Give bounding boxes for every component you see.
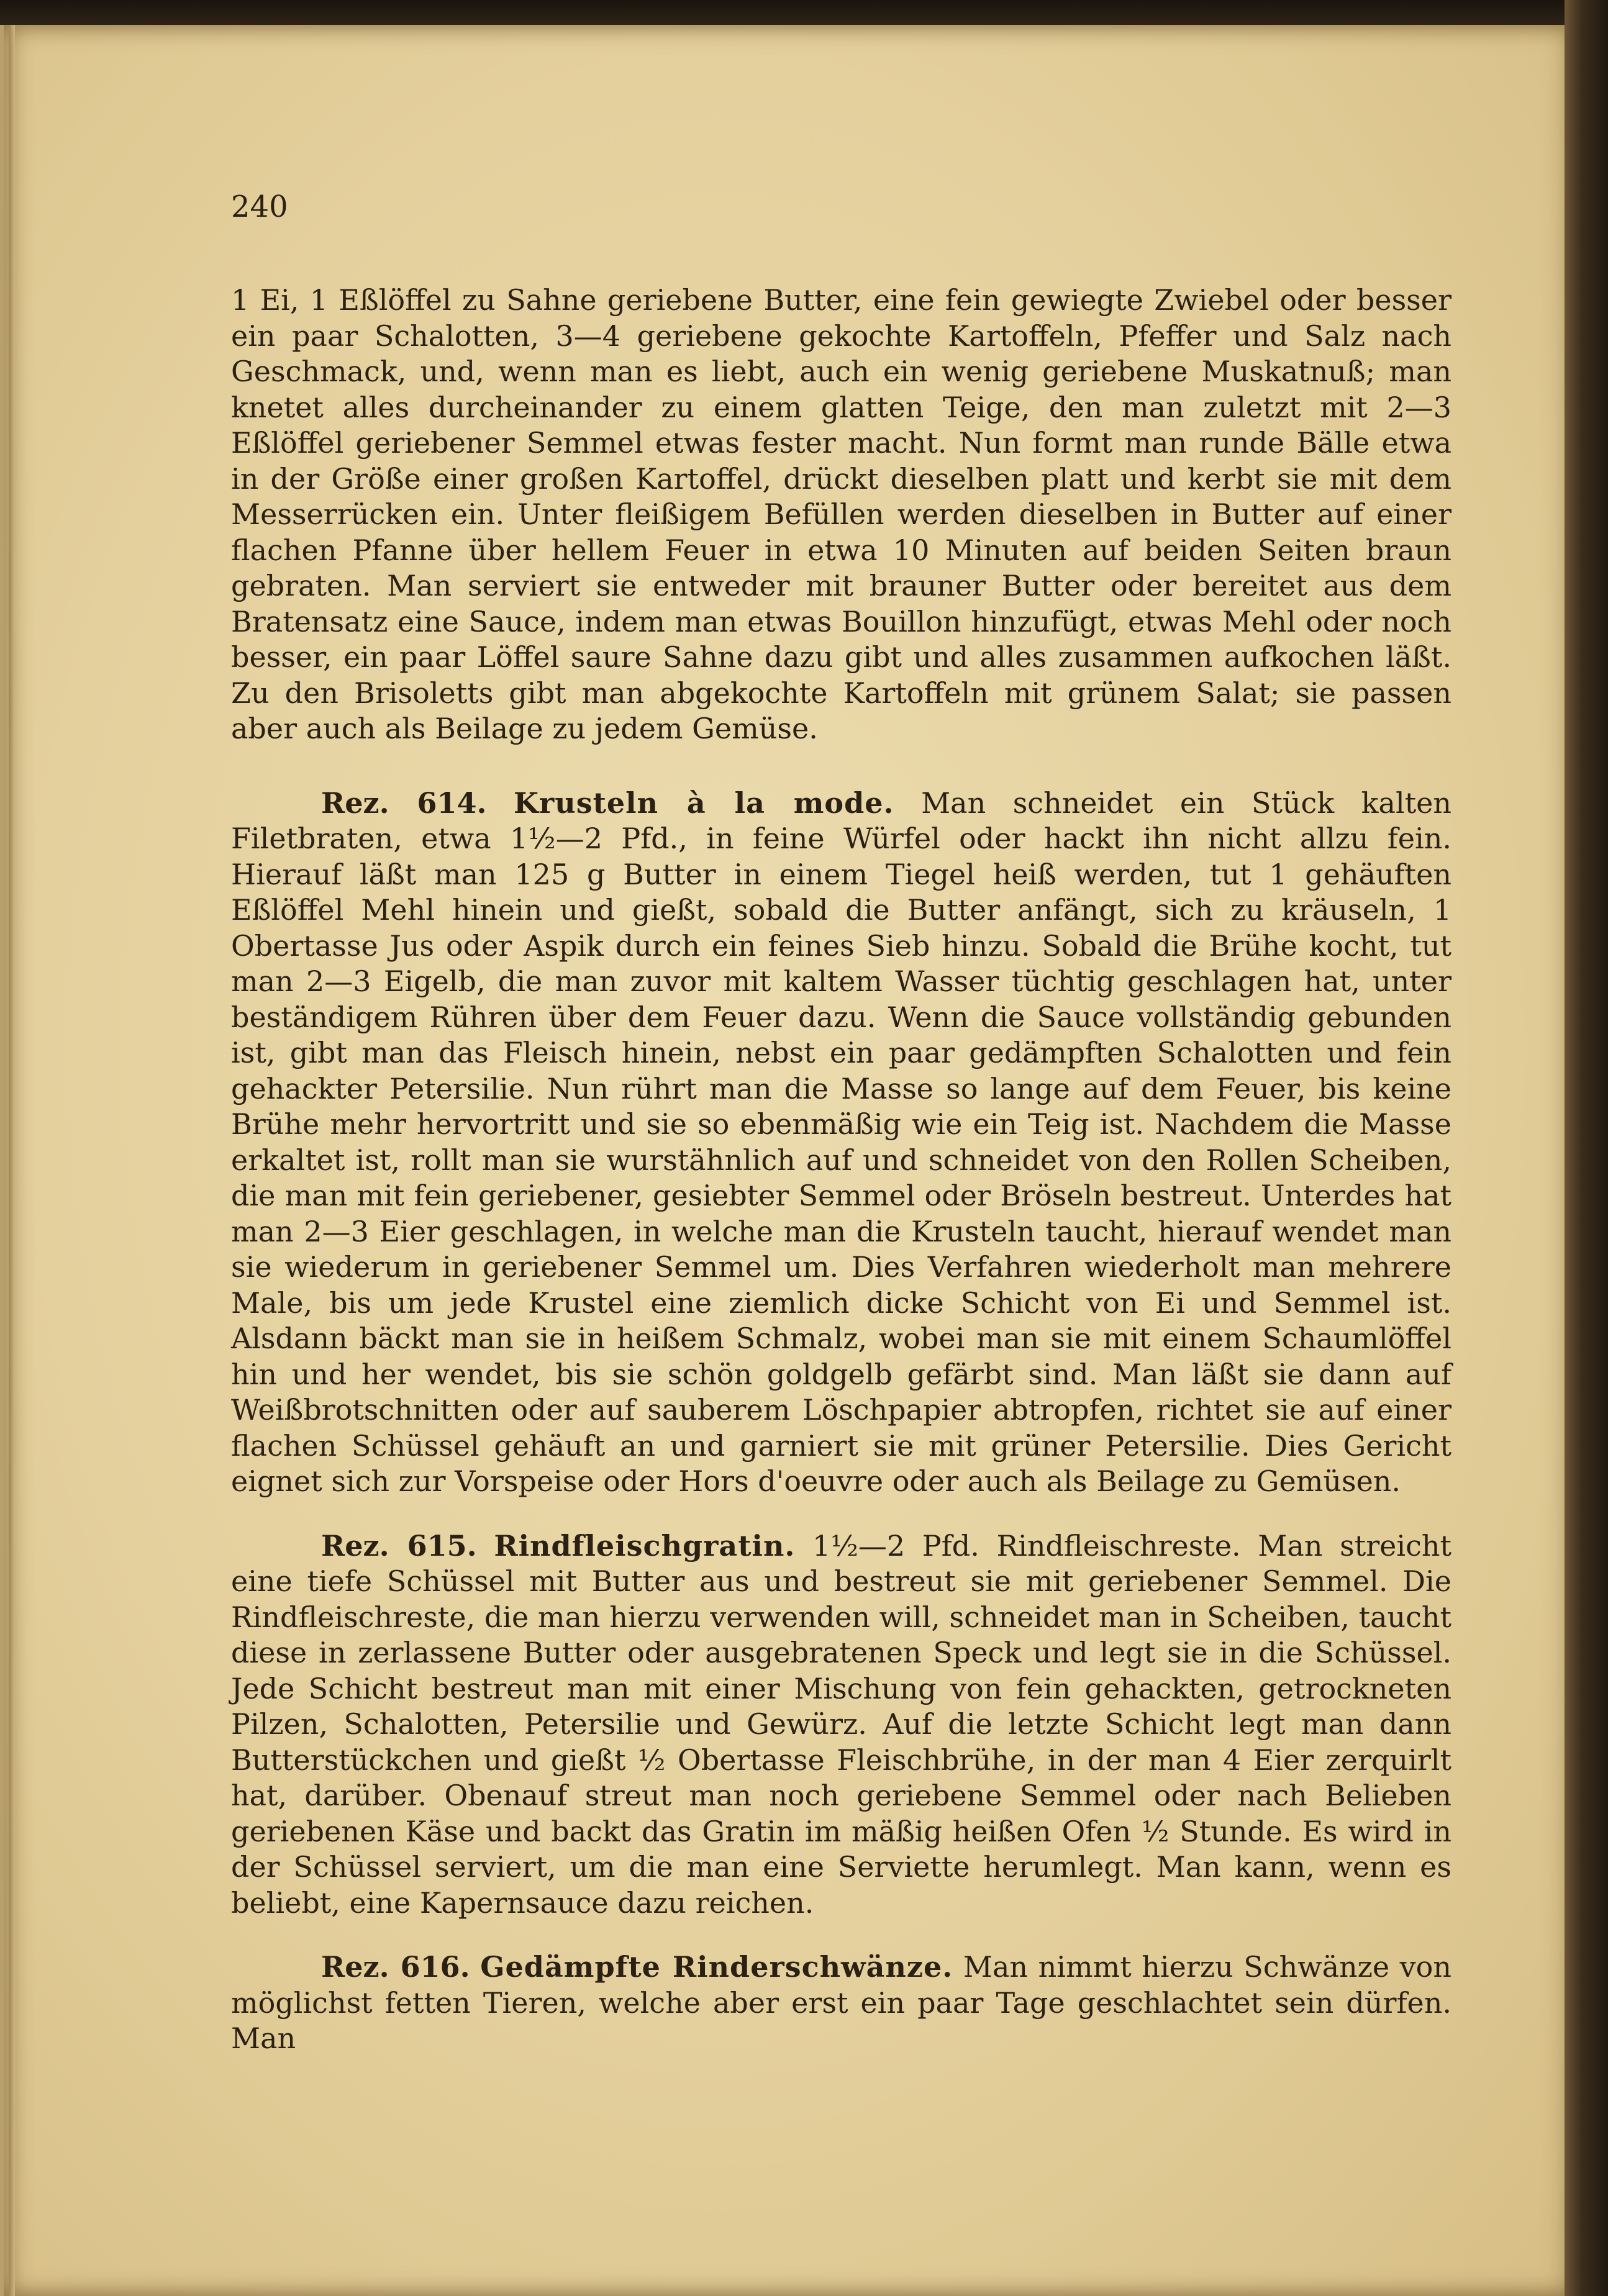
book-edge-right — [1565, 0, 1608, 2296]
recipe-number: Rez. 616. — [321, 1950, 470, 1984]
continued-paragraph — [231, 283, 1451, 747]
recipe-title: Gedämpfte Rinderschwänze. — [480, 1950, 953, 1984]
paragraph-text: 1 Ei, 1 Eßlöffel zu Sahne geriebene Butter, eine fein gewiegte Zwiebel oder besser ein paar Schalotten, 3—4 geriebene gekochte Kartoffeln, Pfeffer und Salz nach Geschmack, und, wenn man es liebt, auch ein wenig geriebene Muskatnuß; man knetet alles durcheinander zu einem glatten Teige, den man zuletzt mit 2—3 Eßlöffel geriebener Semmel etwas fester macht. Nun formt man runde Bälle etwa in der Größe einer großen Kartoffel, drückt dieselben platt und kerbt sie mit dem Messerrücken ein. Unter fleißigem Befüllen werden dieselben in Butter auf einer flachen Pfanne über hellem Feuer in etwa 10 Minuten auf beiden Seiten braun gebraten. Man serviert sie entweder mit brauner Butter oder bereitet aus dem Bratensatz eine Sauce, indem man etwas Bouillon hinzufügt, etwas Mehl oder noch besser, ein paar Löffel saure Sahne dazu gibt und alles zusammen aufkochen läßt. Zu den Brisoletts gibt man abgekochte Kartoffeln mit grünem Salat; sie passen aber auch als Beilage zu jedem Gemüse. — [231, 283, 1451, 745]
page-number: 240 — [231, 189, 288, 224]
page-binding-edge — [9, 25, 15, 2296]
recipe-number: Rez. 615. — [321, 1528, 477, 1563]
recipe-615 — [231, 1528, 1451, 1922]
recipe-text: 1½—2 Pfd. Rindfleischreste. Man streicht eine tiefe Schüssel mit Butter aus und bestreut sie mit geriebener Semmel. Die Rindfleischreste, die man hierzu verwenden will, schneidet man in Scheiben, taucht diese in zerlassene Butter oder ausgebratenen Speck und legt sie in die Schüssel. Jede Schicht bestreut man mit einer Mischung von fein gehackten, getrockneten Pilzen, Schalotten, Petersilie und Gewürz. Auf die letzte Schicht legt man dann Butterstückchen und gießt ½ Obertasse Fleischbrühe, in der man 4 Eier zerquirlt hat, darüber. Obenauf streut man noch geriebene Semmel oder nach Belieben geriebenen Käse und backt das Gratin im mäßig heißen Ofen ½ Stunde. Es wird in der Schüssel serviert, um die man eine Serviette herumlegt. Man kann, wenn es beliebt, eine Kapernsauce dazu reichen. — [231, 1528, 1451, 1920]
recipe-number: Rez. 614. — [321, 786, 487, 820]
recipe-text: Man schneidet ein Stück kalten Filetbraten, etwa 1½—2 Pfd., in feine Würfel oder hackt ihn nicht allzu fein. Hierauf läßt man 125 g Butter in einem Tiegel heiß werden, tut 1 gehäuften Eßlöffel Mehl hinein und gießt, sobald die Butter anfängt, sich zu kräuseln, 1 Obertasse Jus oder Aspik durch ein feines Sieb hinzu. Sobald die Brühe kocht, tut man 2—3 Eigelb, die man zuvor mit kaltem Wasser tüchtig geschlagen hat, unter beständigem Rühren über dem Feuer dazu. Wenn die Sauce vollständig gebunden ist, gibt man das Fleisch hinein, nebst ein paar gedämpften Schalotten und fein gehackter Petersilie. Nun rührt man die Masse so lange auf dem Feuer, bis keine Brühe mehr hervortritt und sie so ebenmäßig wie ein Teig ist. Nachdem die Masse erkaltet ist, rollt man sie wurstähnlich auf und schneidet von den Rollen Scheiben, die man mit fein geriebener, gesiebter Semmel oder Bröseln bestreut. Unterdes hat man 2—3 Eier geschlagen, in welche man die Krusteln taucht, hierauf wendet man sie wiederum in geriebener Semmel um. Dies Verfahren wiederholt man mehrere Male, bis um jede Krustel eine ziemlich dicke Schicht von Ei und Semmel ist. Alsdann bäckt man sie in heißem Schmalz, wobei man sie mit einem Schaumlöffel hin und her wendet, bis sie schön goldgelb gefärbt sind. Man läßt sie dann auf Weißbrotschnitten oder auf sauberem Löschpapier abtropfen, richtet sie auf einer flachen Schüssel gehäuft an und garniert sie mit grüner Petersilie. Dies Gericht eignet sich zur Vorspeise oder Hors d'oeuvre oder auch als Beilage zu Gemüsen. — [231, 786, 1452, 1498]
recipe-616 — [231, 1949, 1451, 2057]
recipe-title: Krusteln à la mode. — [514, 786, 894, 820]
recipe-title: Rindfleischgratin. — [494, 1528, 796, 1563]
recipe-614 — [231, 786, 1451, 1500]
recipe-text: Man nimmt hierzu Schwänze von möglichst fetten Tieren, welche aber erst ein paar Tage geschlachtet sein dürfen. Man — [231, 1950, 1451, 2055]
page-text — [231, 283, 1451, 2085]
